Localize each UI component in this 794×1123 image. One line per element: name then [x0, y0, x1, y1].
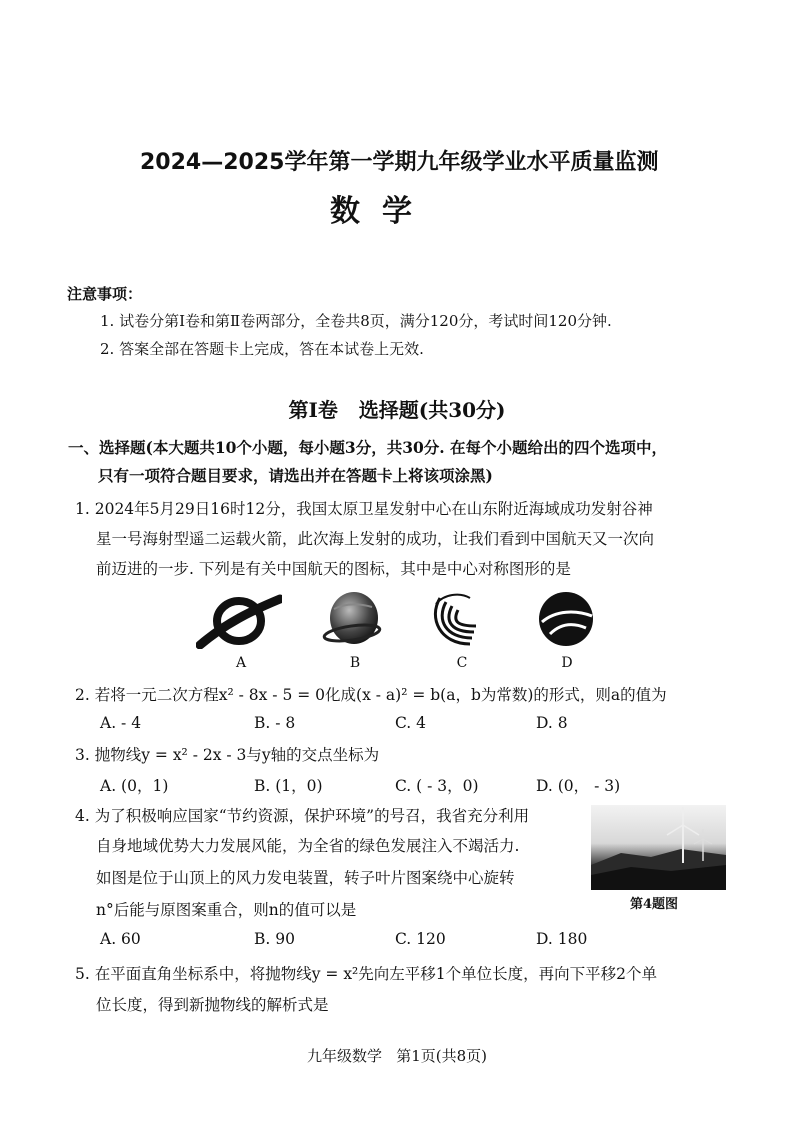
- q4-stem-line-1: 4. 为了积极响应国家“节约资源，保护环境”的号召，我省充分利用: [75, 807, 530, 825]
- q3-stem: 3. 抛物线y = x² - 2x - 3与y轴的交点坐标为: [75, 746, 380, 764]
- q4-option-a: A. 60: [100, 930, 141, 948]
- q1-option-a-label: A: [235, 655, 247, 671]
- q3-option-c: C. ( - 3，0): [395, 777, 479, 795]
- subject-title: 数学: [330, 194, 434, 229]
- q3-option-b: B. (1，0): [254, 777, 323, 795]
- q1-stem-line-2: 星一号海射型遥二运载火箭，此次海上发射的成功，让我们看到中国航天又一次向: [96, 530, 655, 548]
- page-footer: 九年级数学 第1页(共8页): [306, 1047, 488, 1065]
- q2-option-d: D. 8: [536, 714, 568, 732]
- exam-title: 2024—2025学年第一学期九年级学业水平质量监测: [140, 150, 659, 175]
- wind-turbine-photo: [591, 805, 726, 890]
- q1-stem-line-3: 前迈进的一步. 下列是有关中国航天的图标，其中是中心对称图形的是: [96, 560, 571, 578]
- q2-stem: 2. 若将一元二次方程x² - 8x - 5 = 0化成(x - a)² = b(a，b为常数)的形式，则a的值为: [75, 686, 667, 704]
- sphere-icon: [536, 588, 596, 650]
- q4-stem-line-4: n°后能与原图案重合，则n的值可以是: [96, 901, 357, 919]
- q2-option-a: A. - 4: [100, 714, 142, 732]
- q1-option-d-label: D: [561, 655, 573, 671]
- q4-stem-line-3: 如图是位于山顶上的风力发电装置，转子叶片图案绕中心旋转: [96, 869, 515, 887]
- orbit-slash-icon: [196, 593, 282, 649]
- q4-option-b: B. 90: [254, 930, 295, 948]
- q4-option-c: C. 120: [395, 930, 446, 948]
- notice-heading: 注意事项：: [67, 285, 143, 303]
- q3-option-a: A. (0，1): [100, 777, 169, 795]
- q1-stem-line-1: 1. 2024年5月29日16时12分，我国太原卫星发射中心在山东附近海域成功发射谷神: [75, 500, 653, 518]
- part-1-heading: 第Ⅰ卷 选择题(共30分): [288, 398, 506, 422]
- q5-stem-line-2: 位长度，得到新抛物线的解析式是: [96, 996, 329, 1014]
- q1-option-c-label: C: [456, 655, 468, 671]
- q4-figure-caption: 第4题图: [630, 897, 679, 912]
- q4-stem-line-2: 自身地域优势大力发展风能，为全省的绿色发展注入不竭活力.: [96, 837, 520, 855]
- q2-option-c: C. 4: [395, 714, 427, 732]
- q4-option-d: D. 180: [536, 930, 588, 948]
- section-1-instructions-line-1: 一、选择题(本大题共10个小题，每小题3分，共30分. 在每个小题给出的四个选项中，: [68, 438, 668, 457]
- q5-stem-line-1: 5. 在平面直角坐标系中，将抛物线y = x²先向左平移1个单位长度，再向下平移2个单: [75, 965, 657, 983]
- spiral-icon: [430, 590, 488, 650]
- notice-item-2: 2. 答案全部在答题卡上完成，答在本试卷上无效.: [100, 340, 424, 358]
- q1-option-b-label: B: [349, 655, 361, 671]
- notice-item-1: 1. 试卷分第Ⅰ卷和第Ⅱ卷两部分，全卷共8页，满分120分，考试时间120分钟.: [100, 312, 612, 330]
- q3-option-d: D. (0， - 3): [536, 777, 621, 795]
- planet-icon: [320, 589, 384, 651]
- q2-option-b: B. - 8: [254, 714, 296, 732]
- section-1-instructions-line-2: 只有一项符合题目要求，请选出并在答题卡上将该项涂黑): [98, 466, 493, 485]
